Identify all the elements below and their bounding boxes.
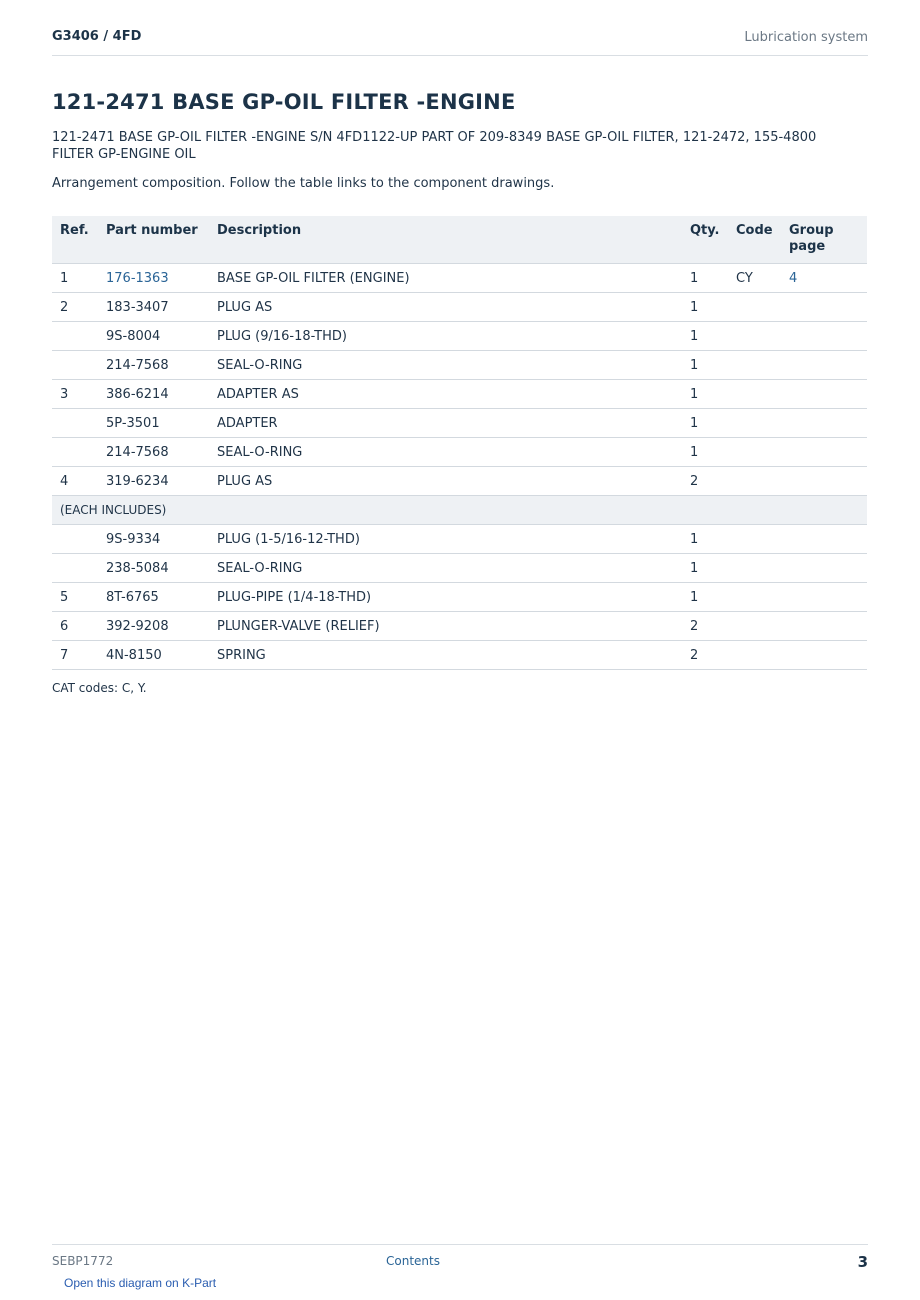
- table-row: [52, 583, 867, 612]
- cell-part-number: 386-6214: [98, 380, 209, 409]
- table-row: [52, 467, 867, 496]
- table-row: [52, 612, 867, 641]
- cell-group-page: [781, 612, 867, 641]
- cell-description: PLUG (1-5/16-12-THD): [209, 525, 682, 554]
- table-note: (EACH INCLUDES): [52, 496, 867, 525]
- table-row: [52, 554, 867, 583]
- cell-group-page: [781, 322, 867, 351]
- cell-ref: 5: [52, 583, 98, 612]
- cell-ref: [52, 409, 98, 438]
- cell-group-page: [781, 641, 867, 670]
- cell-description: PLUG AS: [209, 467, 682, 496]
- cell-ref: 1: [52, 264, 98, 293]
- cell-part-number: 9S-9334: [98, 525, 209, 554]
- cell-ref: [52, 438, 98, 467]
- table-header-row: [52, 216, 867, 264]
- cell-qty: 1: [682, 351, 728, 380]
- cell-group-page: [781, 438, 867, 467]
- cell-code: [728, 322, 781, 351]
- parts-table-body: [52, 264, 867, 670]
- cell-code: [728, 612, 781, 641]
- cell-ref: 6: [52, 612, 98, 641]
- cell-ref: 7: [52, 641, 98, 670]
- col-header-description: Description: [209, 216, 682, 264]
- cell-part-number: 214-7568: [98, 351, 209, 380]
- cell-ref: [52, 351, 98, 380]
- cell-part-number: 319-6234: [98, 467, 209, 496]
- table-row: [52, 322, 867, 351]
- cell-ref: [52, 322, 98, 351]
- intro-text: Arrangement composition. Follow the table links to the component drawings.: [52, 176, 555, 191]
- cell-group-page: [781, 380, 867, 409]
- model-label: G3406 / 4FD: [52, 29, 142, 44]
- cell-qty: 1: [682, 583, 728, 612]
- cell-group-page: [781, 293, 867, 322]
- parts-table: [52, 216, 867, 670]
- cell-ref: [52, 554, 98, 583]
- col-header-part-number: Part number: [98, 216, 209, 264]
- cell-qty: 1: [682, 322, 728, 351]
- cell-ref: [52, 525, 98, 554]
- contents-link[interactable]: Contents: [386, 1254, 440, 1268]
- page-header: [52, 29, 868, 56]
- cell-qty: 1: [682, 409, 728, 438]
- col-header-qty: Qty.: [682, 216, 728, 264]
- cell-group-page: [781, 554, 867, 583]
- table-row: [52, 293, 867, 322]
- cell-group-page: [781, 583, 867, 612]
- cell-code: [728, 525, 781, 554]
- cell-part-number: 9S-8004: [98, 322, 209, 351]
- col-header-code: Code: [728, 216, 781, 264]
- cell-group-page: [781, 409, 867, 438]
- cell-group-page[interactable]: 4: [781, 264, 867, 293]
- cell-qty: 2: [682, 641, 728, 670]
- table-row: [52, 409, 867, 438]
- cell-code: [728, 409, 781, 438]
- cell-description: PLUG-PIPE (1/4-18-THD): [209, 583, 682, 612]
- open-kpart-link[interactable]: Open this diagram on K-Part: [64, 1276, 217, 1290]
- cell-ref: 4: [52, 467, 98, 496]
- cell-part-number: 183-3407: [98, 293, 209, 322]
- cell-qty: 1: [682, 380, 728, 409]
- cell-part-number: 238-5084: [98, 554, 209, 583]
- cell-description: SPRING: [209, 641, 682, 670]
- cell-description: ADAPTER AS: [209, 380, 682, 409]
- cell-part-number: 392-9208: [98, 612, 209, 641]
- cell-group-page: [781, 467, 867, 496]
- cell-ref: 3: [52, 380, 98, 409]
- col-header-group-page: Group page: [781, 216, 867, 264]
- cell-code: [728, 467, 781, 496]
- table-row: [52, 264, 867, 293]
- document-number: SEBP1772: [52, 1254, 114, 1268]
- cell-code: [728, 438, 781, 467]
- cell-part-number: 5P-3501: [98, 409, 209, 438]
- cell-code: CY: [728, 264, 781, 293]
- cell-qty: 1: [682, 525, 728, 554]
- cell-description: SEAL-O-RING: [209, 554, 682, 583]
- cell-code: [728, 583, 781, 612]
- cell-description: SEAL-O-RING: [209, 438, 682, 467]
- cell-part-number[interactable]: 176-1363: [98, 264, 209, 293]
- cell-description: PLUG (9/16-18-THD): [209, 322, 682, 351]
- cell-qty: 1: [682, 264, 728, 293]
- page-subtitle: 121-2471 BASE GP-OIL FILTER -ENGINE S/N 4FD1122-UP PART OF 209-8349 BASE GP-OIL FILTER, 121-2472, 155-4800 FILTER GP-ENGINE OIL: [52, 130, 817, 162]
- table-row: [52, 438, 867, 467]
- cell-description: SEAL-O-RING: [209, 351, 682, 380]
- cell-qty: 1: [682, 554, 728, 583]
- cell-part-number: 214-7568: [98, 438, 209, 467]
- cell-code: [728, 293, 781, 322]
- cell-group-page: [781, 351, 867, 380]
- cell-description: PLUG AS: [209, 293, 682, 322]
- page-number: 3: [857, 1253, 868, 1271]
- cell-code: [728, 641, 781, 670]
- page-footer: [52, 1244, 868, 1275]
- cell-code: [728, 380, 781, 409]
- section-label: Lubrication system: [744, 30, 868, 45]
- cell-description: ADAPTER: [209, 409, 682, 438]
- cell-part-number: 8T-6765: [98, 583, 209, 612]
- table-note-row: [52, 496, 867, 525]
- cell-qty: 1: [682, 438, 728, 467]
- table-row: [52, 380, 867, 409]
- cell-group-page: [781, 525, 867, 554]
- cell-qty: 2: [682, 467, 728, 496]
- cell-code: [728, 554, 781, 583]
- cell-qty: 2: [682, 612, 728, 641]
- table-row: [52, 351, 867, 380]
- cell-code: [728, 351, 781, 380]
- table-row: [52, 525, 867, 554]
- cell-qty: 1: [682, 293, 728, 322]
- cell-description: PLUNGER-VALVE (RELIEF): [209, 612, 682, 641]
- cell-ref: 2: [52, 293, 98, 322]
- cell-part-number: 4N-8150: [98, 641, 209, 670]
- col-header-ref: Ref.: [52, 216, 98, 264]
- table-row: [52, 641, 867, 670]
- page-title: 121-2471 BASE GP-OIL FILTER -ENGINE: [52, 90, 516, 114]
- cell-description: BASE GP-OIL FILTER (ENGINE): [209, 264, 682, 293]
- cat-codes-note: CAT codes: C, Y.: [52, 681, 147, 695]
